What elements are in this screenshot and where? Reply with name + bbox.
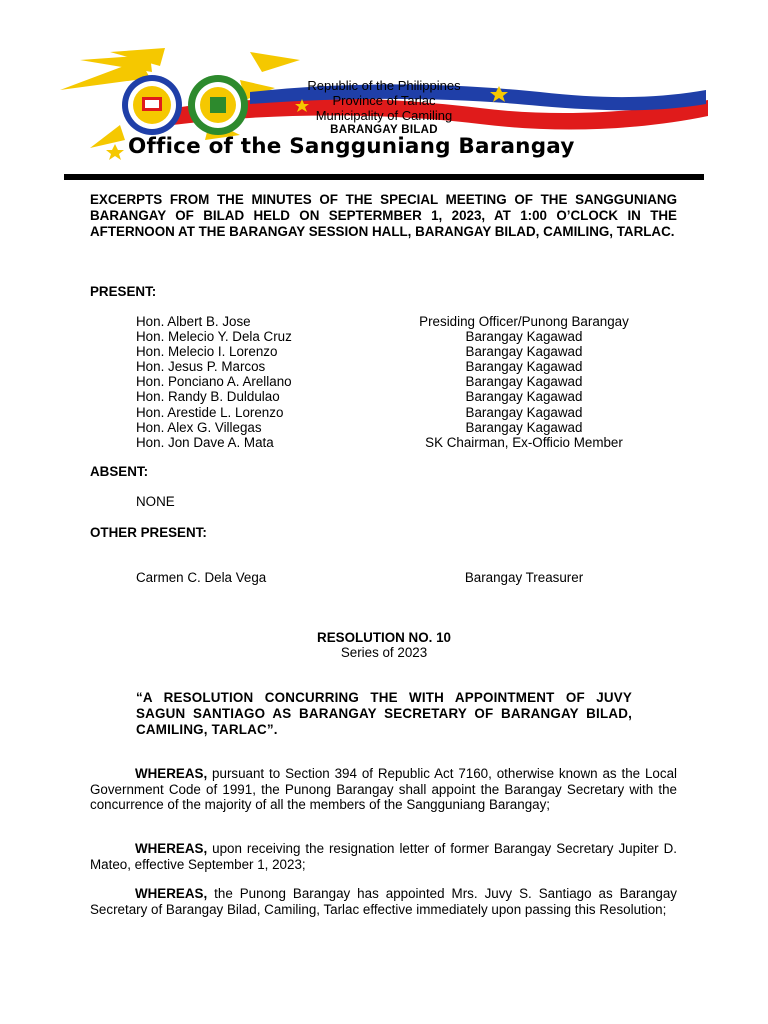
member-position: Barangay Kagawad [465,359,583,375]
member-name: Hon. Arestide L. Lorenzo [136,404,284,420]
member-name: Hon. Jesus P. Marcos [136,359,266,375]
member-name: Hon. Ponciano A. Arellano [136,374,292,390]
whereas-paragraph [90,886,677,917]
whereas-lead: WHEREAS, [135,841,208,856]
member-row [136,329,696,344]
other-present-position: Barangay Treasurer [464,570,584,585]
member-name: Hon. Albert B. Jose [136,314,251,329]
absent-value: NONE [136,494,175,509]
header-rule [64,174,704,180]
member-row [136,405,696,420]
whereas-lead: WHEREAS, [135,766,208,781]
excerpt-heading: EXCERPTS FROM THE MINUTES OF THE SPECIAL MEETING OF THE SANGGUNIANG BARANGAY OF BILAD HELD ON SEPTERMBER 1, 2023, AT 1:00 O’CLOCK IN THE AFTERNOON AT THE BARANGAY SESSION HALL, BARANGAY BILAD, CAMILING, TARLAC. [90,192,677,239]
header-republic: Republic of the Philippines [307,78,461,93]
member-name: Hon. Alex G. Villegas [136,419,262,435]
header-municipality: Municipality of Camiling [315,108,453,123]
header-text [0,78,768,138]
whereas-lead: WHEREAS, [135,886,208,901]
other-present-name: Carmen C. Dela Vega [136,570,267,585]
member-position: SK Chairman, Ex-Officio Member [425,434,623,450]
member-name: Hon. Jon Dave A. Mata [136,434,274,450]
whereas-text: upon receiving the resignation letter of former Barangay Secretary Jupiter D. Mateo, effective September 1, 2023; [90,841,677,872]
resolution-title: “A RESOLUTION CONCURRING THE WITH APPOINTMENT OF JUVY SAGUN SANTIAGO AS BARANGAY SECRETARY OF BARANGAY BILAD, CAMILING, TARLAC”. [136,690,632,737]
whereas-paragraph [90,766,677,813]
resolution-series: Series of 2023 [340,645,428,660]
member-position: Barangay Kagawad [465,404,583,420]
member-position: Barangay Kagawad [465,344,583,360]
other-present-label: OTHER PRESENT: [90,525,207,540]
whereas-text: the Punong Barangay has appointed Mrs. Juvy S. Santiago as Barangay Secretary of Barangay Bilad, Camiling, Tarlac effective immediately upon passing this Resolution; [90,886,677,917]
member-name: Hon. Melecio Y. Dela Cruz [136,329,292,345]
member-name: Hon. Melecio I. Lorenzo [136,344,278,360]
header-barangay: BARANGAY BILAD [330,124,438,136]
absent-label: ABSENT: [90,464,149,479]
whereas-paragraph [90,841,677,872]
member-row [136,344,696,359]
present-label: PRESENT: [90,284,157,299]
member-row [136,374,696,389]
office-title: Office of the Sangguniang Barangay [128,134,575,159]
member-row [136,420,696,435]
member-row [136,389,696,404]
header-province: Province of Tarlac [332,93,436,108]
member-row [136,359,696,374]
whereas-text: pursuant to Section 394 of Republic Act 7160, otherwise known as the Local Government Code of 1991, the Punong Barangay shall appoint the Barangay Secretary with the concurrence of the majority of all the members of the Sangguniang Barangay; [90,766,677,812]
member-position: Presiding Officer/Punong Barangay [419,314,629,329]
member-name: Hon. Randy B. Duldulao [136,389,280,405]
resolution-number: RESOLUTION NO. 10 [317,630,451,645]
member-position: Barangay Kagawad [465,389,583,405]
member-row [136,314,696,329]
member-position: Barangay Kagawad [465,329,583,345]
member-row [136,435,696,450]
member-position: Barangay Kagawad [465,374,583,390]
members-list [136,314,696,450]
member-position: Barangay Kagawad [465,419,583,435]
